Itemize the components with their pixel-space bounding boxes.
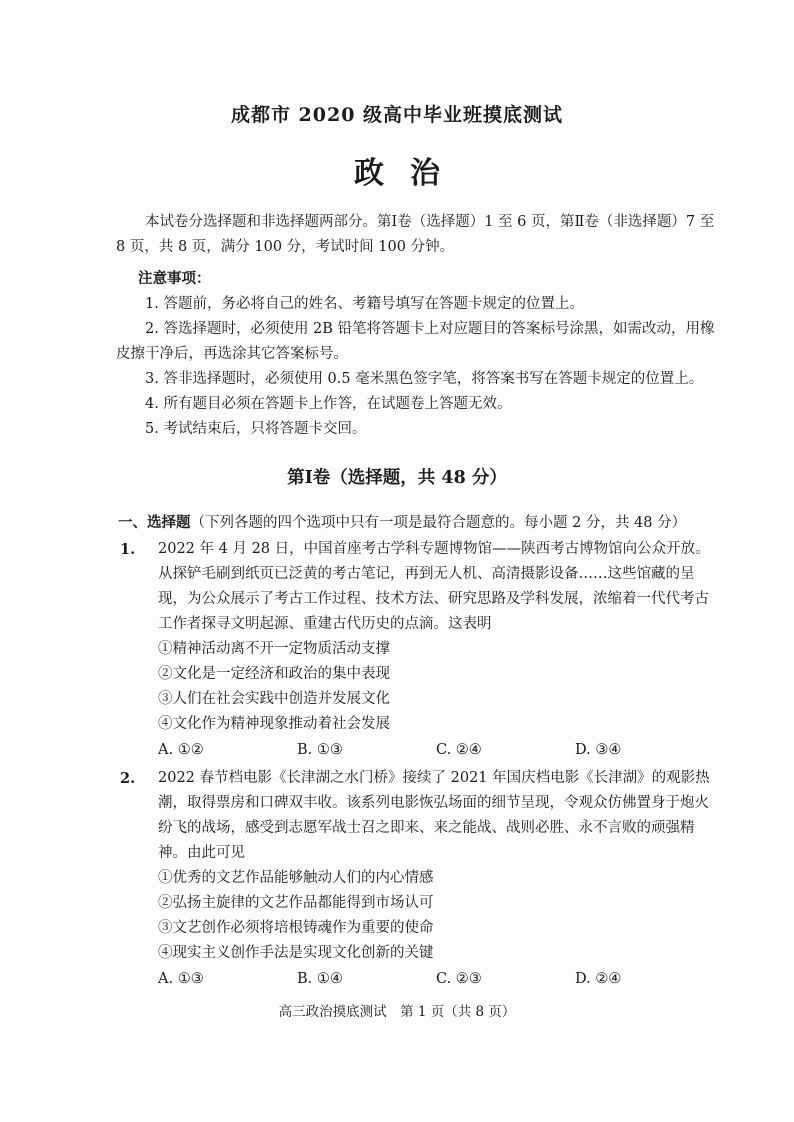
question-1	[120, 537, 714, 763]
question-stem: 2022 年 4 月 28 日，中国首座考古学科专题博物馆——陕西考古博物馆向公众开放。从探铲毛刷到纸页已泛黄的考古笔记，再到无人机、高清摄影设备……这些馆藏的呈现，为公众展示了考古工作过程、技术方法、研究思路及学科发展，浓缩着一代代考古工作者探寻文明起源、重建古代历史的点滴。这表明	[158, 541, 710, 632]
statement: ④文化作为精神现象推动着社会发展	[158, 716, 390, 732]
page-footer: 高三政治摸底测试 第 1 页（共 8 页）	[278, 1004, 516, 1020]
statement: ②文化是一定经济和政治的集中表现	[158, 666, 390, 682]
question-number: 1.	[120, 541, 136, 558]
statement: ①精神活动离不开一定物质活动支撑	[158, 641, 390, 657]
question-number: 2.	[120, 770, 136, 787]
intro-paragraph: 本试卷分选择题和非选择题两部分。第Ⅰ卷（选择题）1 至 6 页，第Ⅱ卷（非选择题）7 至 8 页，共 8 页，满分 100 分，考试时间 100 分钟。	[116, 214, 715, 255]
answer-options	[126, 738, 714, 763]
option-b: B. ①④	[297, 971, 343, 987]
option-c: C. ②④	[436, 742, 482, 758]
answer-options	[126, 967, 714, 992]
question-stem: 2022 春节档电影《长津湖之水门桥》接续了 2021 年国庆档电影《长津湖》的观影热潮，取得票房和口碑双丰收。该系列电影恢弘场面的细节呈现，令观众仿佛置身于炮火纷飞的战场，感受到志愿军战士召之即来、来之能战、战则必胜、永不言败的顽强精神。由此可见	[158, 770, 710, 861]
notice-item: 3. 答非选择题时，必须使用 0.5 毫米黑色签字笔，将答案书写在答题卡规定的位置上。	[145, 371, 704, 387]
option-d: D. ②④	[575, 971, 622, 987]
statement: ③人们在社会实践中创造并发展文化	[158, 691, 390, 707]
option-a: A. ①③	[158, 971, 204, 987]
notice-item: 2. 答选择题时，必须使用 2B 铅笔将答题卡上对应题目的答案标号涂黑，如需改动，用橡皮擦干净后，再选涂其它答案标号。	[116, 321, 715, 362]
question-2	[120, 766, 714, 992]
section-instruction: （下列各题的四个选项中只有一项是最符合题意的。每小题 2 分，共 48 分）	[190, 515, 687, 531]
statement: ③文艺创作必须将培根铸魂作为重要的使命	[158, 920, 434, 936]
notice-title: 注意事项：	[138, 270, 211, 287]
part-title: 第Ⅰ卷（选择题，共 48 分）	[287, 468, 507, 488]
statement: ④现实主义创作手法是实现文化创新的关键	[158, 945, 434, 961]
section-heading	[118, 510, 718, 536]
subject-title: 政治	[354, 156, 466, 191]
notice-list	[116, 292, 716, 442]
section-label: 一、选择题	[118, 514, 191, 531]
notice-item: 5. 考试结束后，只将答题卡交回。	[145, 421, 367, 437]
statement: ②弘扬主旋律的文艺作品都能得到市场认可	[158, 895, 434, 911]
option-c: C. ②③	[436, 971, 482, 987]
option-b: B. ①③	[297, 742, 343, 758]
statement: ①优秀的文艺作品能够触动人们的内心情感	[158, 870, 434, 886]
option-a: A. ①②	[158, 742, 204, 758]
exam-title: 成都市 2020 级高中毕业班摸底测试	[230, 104, 564, 126]
notice-item: 4. 所有题目必须在答题卡上作答，在试题卷上答题无效。	[145, 396, 512, 412]
option-d: D. ③④	[575, 742, 622, 758]
notice-item: 1. 答题前，务必将自己的姓名、考籍号填写在答题卡规定的位置上。	[145, 296, 584, 312]
